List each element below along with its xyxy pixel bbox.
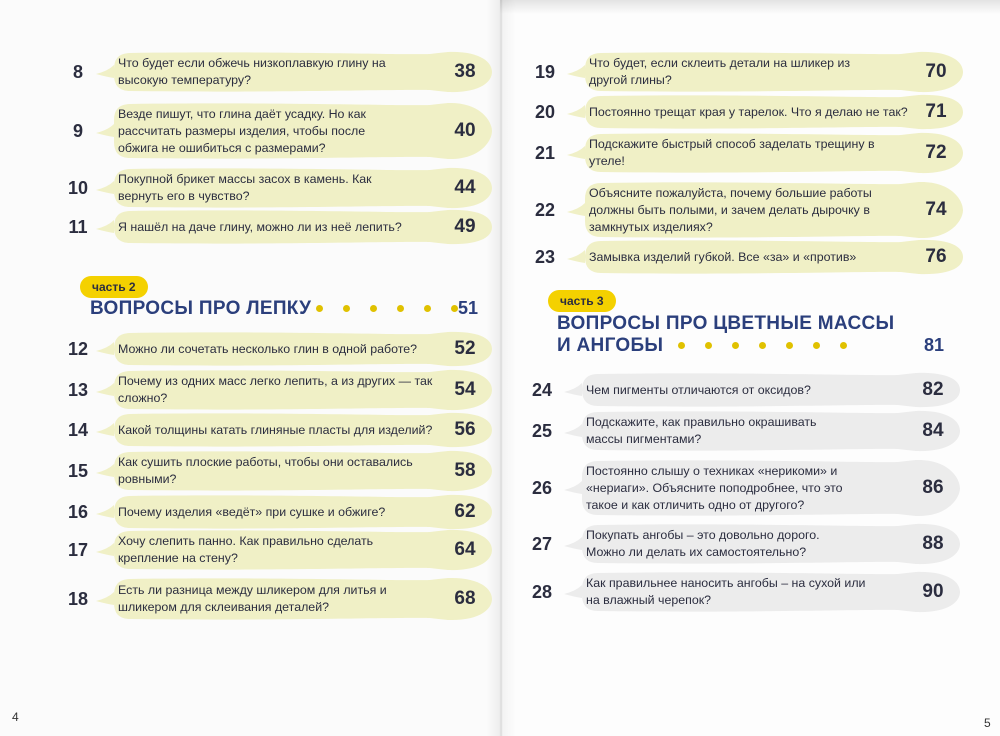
- question-bubble[interactable]: [567, 93, 965, 131]
- toc-item[interactable]: [58, 101, 494, 161]
- question-number: 13: [67, 379, 89, 400]
- leader-dots: [678, 342, 847, 349]
- folio-right: 5: [984, 716, 991, 730]
- page-number: 74: [925, 199, 947, 220]
- question-number: 12: [67, 338, 89, 359]
- question-text: Везде пишут, что глина даёт усадку. Но как рассчитать размеры изделия, чтобы после обжига не ошибиться с размерами?: [118, 106, 366, 155]
- question-number: 21: [534, 142, 556, 163]
- question-bubble[interactable]: [567, 180, 965, 240]
- question-text: Чем пигменты отличаются от оксидов?: [586, 382, 811, 397]
- toc-item[interactable]: [522, 458, 962, 518]
- question-bubble[interactable]: [96, 101, 494, 161]
- question-text: Как правильнее наносить ангобы – на сухой или на влажный черепок?: [586, 576, 866, 607]
- toc-item[interactable]: [58, 493, 494, 531]
- question-bubble[interactable]: [564, 570, 962, 614]
- toc-item[interactable]: [58, 208, 494, 246]
- question-number: 25: [531, 420, 553, 441]
- question-bubble[interactable]: [96, 528, 494, 572]
- question-number: 17: [67, 539, 89, 560]
- question-number: 8: [72, 61, 83, 82]
- question-text: Почему изделия «ведёт» при сушке и обжиге?: [118, 504, 386, 519]
- page-number: 49: [454, 216, 476, 237]
- question-bubble[interactable]: [96, 368, 494, 412]
- question-bubble[interactable]: [564, 522, 962, 566]
- question-text: Покупной брикет массы засох в камень. Как вернуть его в чувство?: [118, 172, 372, 203]
- toc-item[interactable]: [522, 522, 962, 566]
- question-number: 24: [531, 379, 553, 400]
- question-text: Постоянно трещат края у тарелок. Что я делаю не так?: [589, 104, 908, 119]
- page-number: 44: [454, 177, 476, 198]
- question-bubble[interactable]: [96, 411, 494, 449]
- question-text: Подскажите, как правильно окрашивать массы пигментами?: [586, 415, 817, 446]
- part-3-page-number: 81: [924, 335, 945, 355]
- question-bubble[interactable]: [96, 166, 494, 210]
- question-text: Хочу слепить панно. Как правильно сделать крепление на стену?: [118, 534, 374, 565]
- question-bubble[interactable]: [96, 576, 494, 622]
- toc-item[interactable]: [58, 330, 494, 368]
- question-text: Я нашёл на даче глину, можно ли из неё лепить?: [118, 219, 402, 234]
- question-number: 23: [534, 246, 556, 267]
- part-2-badge: часть 2: [80, 276, 148, 298]
- question-number: 26: [531, 477, 553, 498]
- page-edge-shadow: [500, 0, 1000, 14]
- question-number: 28: [531, 581, 553, 602]
- question-bubble[interactable]: [96, 208, 494, 246]
- page-number: 84: [922, 420, 944, 441]
- question-number: 10: [67, 177, 89, 198]
- toc-item[interactable]: [522, 409, 962, 453]
- page-number: 54: [454, 379, 476, 400]
- question-text: Как сушить плоские работы, чтобы они оставались ровными?: [118, 455, 413, 486]
- page-number: 38: [454, 61, 476, 82]
- question-text: Объясните пожалуйста, почему большие работы должны быть полыми, и зачем делать дырочку в замкнутых изделиях?: [589, 185, 872, 234]
- question-bubble[interactable]: [96, 449, 494, 493]
- page-number: 70: [925, 61, 947, 82]
- page-number: 68: [454, 588, 476, 609]
- question-bubble[interactable]: [96, 50, 494, 94]
- question-bubble[interactable]: [564, 409, 962, 453]
- page-number: 58: [454, 460, 476, 481]
- question-number: 18: [67, 588, 89, 609]
- page-number: 62: [454, 501, 476, 522]
- question-text: Что будет если обжечь низкоплавкую глину на высокую температуру?: [118, 56, 386, 87]
- toc-item[interactable]: [525, 50, 965, 94]
- question-text: Какой толщины катать глиняные пласты для изделий?: [118, 422, 433, 437]
- question-number: 16: [67, 501, 89, 522]
- page-number: 52: [454, 338, 476, 359]
- question-text: Можно ли сочетать несколько глин в одной работе?: [118, 341, 418, 356]
- toc-item[interactable]: [522, 371, 962, 409]
- question-number: 15: [67, 460, 89, 481]
- part-2-title[interactable]: ВОПРОСЫ ПРО ЛЕПКУ: [90, 298, 312, 319]
- leader-dots: [316, 305, 458, 312]
- question-text: Покупать ангобы – это довольно дорого. Можно ли делать их самостоятельно?: [586, 528, 820, 559]
- question-number: 22: [534, 199, 556, 220]
- question-number: 20: [534, 101, 556, 122]
- question-text: Постоянно слышу о техниках «нерикоми» и «нериаги». Объясните поподробнее, что это такое и как отличить одно от другого?: [586, 463, 843, 512]
- question-bubble[interactable]: [564, 371, 962, 409]
- page-number: 71: [925, 101, 947, 122]
- page-number: 56: [454, 419, 476, 440]
- question-bubble[interactable]: [567, 50, 965, 94]
- question-text: Почему из одних масс легко лепить, а из других — так сложно?: [118, 374, 433, 405]
- part-3-title-line-1[interactable]: ВОПРОСЫ ПРО ЦВЕТНЫЕ МАССЫ: [557, 313, 895, 334]
- toc-item[interactable]: [58, 449, 494, 493]
- folio-left: 4: [12, 710, 19, 724]
- toc-item[interactable]: [58, 166, 494, 210]
- toc-item[interactable]: [58, 368, 494, 412]
- toc-item[interactable]: [525, 238, 965, 276]
- page-number: 90: [922, 581, 944, 602]
- page-number: 82: [922, 379, 944, 400]
- page-number: 76: [925, 246, 947, 267]
- question-text: Замывка изделий губкой. Все «за» и «против»: [589, 249, 857, 264]
- page-number: 72: [925, 142, 947, 163]
- toc-item[interactable]: [58, 50, 494, 94]
- toc-item[interactable]: [522, 570, 962, 614]
- question-text: Подскажите быстрый способ заделать трещину в утеле!: [589, 137, 875, 168]
- question-bubble[interactable]: [564, 458, 962, 518]
- page-number: 64: [454, 539, 476, 560]
- toc-item[interactable]: [525, 93, 965, 131]
- toc-item[interactable]: [58, 576, 494, 622]
- part-3-title-line-2[interactable]: И АНГОБЫ: [557, 335, 664, 356]
- toc-item[interactable]: [58, 411, 494, 449]
- part-3-badge: часть 3: [548, 290, 616, 312]
- question-number: 27: [531, 533, 553, 554]
- question-number: 9: [72, 120, 83, 141]
- question-number: 11: [68, 216, 88, 237]
- page-number: 86: [922, 477, 944, 498]
- question-text: Что будет, если склеить детали на шликер из другой глины?: [589, 56, 851, 87]
- toc-item[interactable]: [58, 528, 494, 572]
- toc-item[interactable]: [525, 180, 965, 240]
- question-bubble[interactable]: [96, 493, 494, 531]
- question-bubble[interactable]: [567, 131, 965, 175]
- toc-item[interactable]: [525, 131, 965, 175]
- page-number: 40: [454, 120, 476, 141]
- page-number: 88: [922, 533, 944, 554]
- part-2-page-number: 51: [458, 298, 479, 318]
- question-number: 14: [67, 419, 89, 440]
- question-bubble[interactable]: [567, 238, 965, 276]
- question-bubble[interactable]: [96, 330, 494, 368]
- question-number: 19: [534, 61, 556, 82]
- question-text: Есть ли разница между шликером для литья и шликером для склеивания деталей?: [118, 583, 387, 614]
